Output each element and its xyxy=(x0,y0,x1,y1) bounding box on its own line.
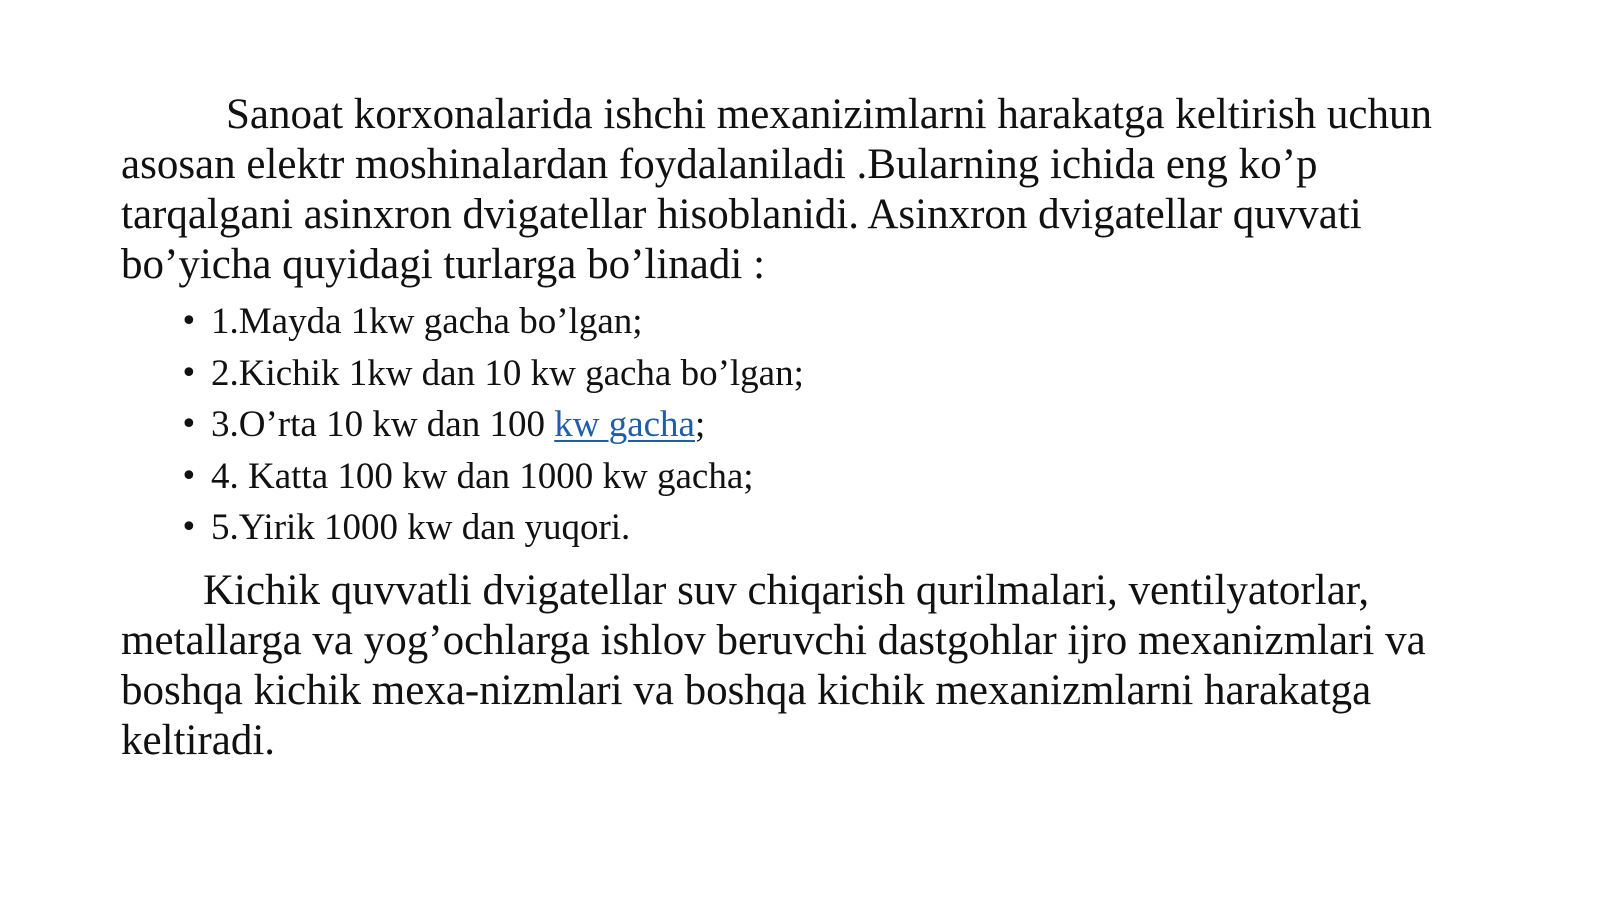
bullet-icon: • xyxy=(180,458,198,494)
list-item-text: 4. Katta 100 kw dan 1000 kw gacha; xyxy=(211,455,754,497)
list-item-text: 5.Yirik 1000 kw dan yuqori. xyxy=(211,507,631,548)
list-item-text: 1.Mayda 1kw gacha bo’lgan; xyxy=(211,301,643,342)
bullet-icon: • xyxy=(180,407,198,442)
list-item xyxy=(180,296,804,348)
list-item xyxy=(180,451,804,503)
bullet-icon: • xyxy=(180,355,198,391)
closing-paragraph: Kichik quvvatli dvigatellar suv chiqarish qurilmalari, ventilyatorlar, metallarga va yog’ochlarga ishlov beruvchi dastgohlar ijro mexanizmlari va boshqa kichik mexa-nizmlari va boshqa kichik mexanizmlarni harakatga keltiradi. xyxy=(121,567,1426,764)
list-item xyxy=(180,348,804,400)
kw-gacha-link[interactable]: kw gacha xyxy=(554,404,695,445)
intro-paragraph: Sanoat korxonalarida ishchi mexanizimlarni harakatga keltirish uchun asosan elektr moshinalardan foydalaniladi .Bularning ichida eng ko’p tarqalgani asinxron dvigatellar hisoblanidi. Asinxron dvigatellar quvvati bo’yicha quyidagi turlarga bo’linadi : xyxy=(121,91,1432,288)
list-item-text: 2.Kichik 1kw dan 10 kw gacha bo’lgan; xyxy=(211,352,804,394)
list-item xyxy=(180,399,804,451)
list-item-text-prefix: 3.O’rta 10 kw dan 100 xyxy=(211,404,555,445)
motor-class-list xyxy=(180,296,804,554)
bullet-icon: • xyxy=(180,304,198,339)
bullet-icon: • xyxy=(180,510,198,545)
list-item-text-suffix: ; xyxy=(694,404,706,445)
list-item xyxy=(180,502,804,554)
